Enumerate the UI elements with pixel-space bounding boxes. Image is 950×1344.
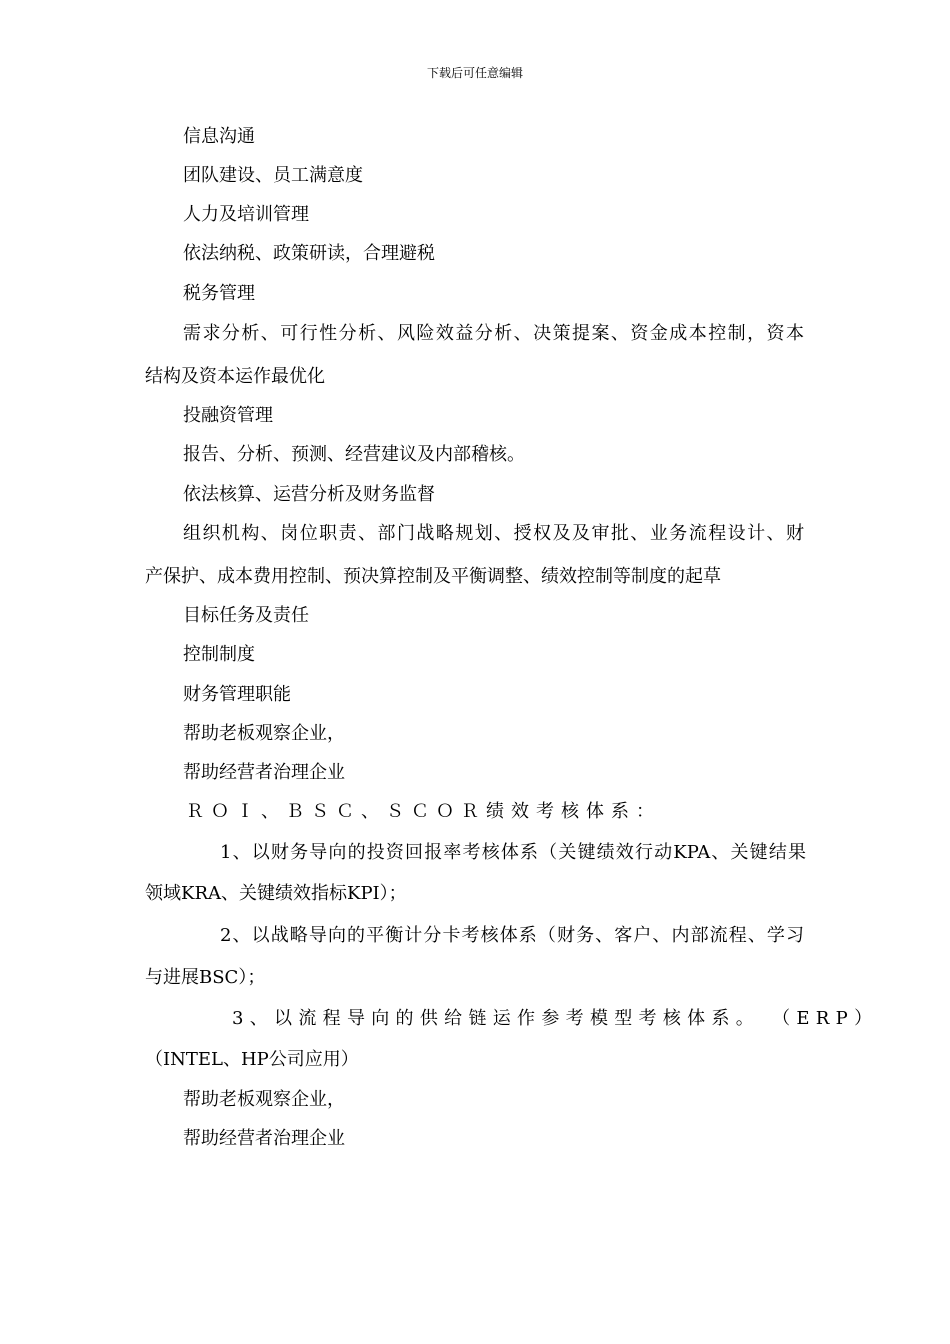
text-line: 目标任务及责任 — [183, 605, 309, 626]
text-line: 人力及培训管理 — [183, 204, 309, 225]
text-line: 依法纳税、政策研读，合理避税 — [183, 243, 435, 264]
text-line: 需求分析、可行性分析、风险效益分析、决策提案、资金成本控制，资本 — [183, 323, 804, 344]
text-line: （INTEL、HP公司应用） — [145, 1049, 359, 1070]
text-line: 组织机构、岗位职责、部门战略规划、授权及及审批、业务流程设计、财 — [183, 523, 804, 544]
text-line: 与进展BSC）； — [145, 967, 266, 988]
text-line: 2、以战略导向的平衡计分卡考核体系（财务、客户、内部流程、学习 — [220, 925, 804, 946]
text-line: ＲＯＩ、ＢＳＣ、ＳＣＯＲ绩效考核体系： — [186, 801, 661, 822]
text-line: 团队建设、员工满意度 — [183, 165, 363, 186]
text-line: 信息沟通 — [183, 126, 255, 147]
text-line: 控制制度 — [183, 644, 255, 665]
text-line: 产保护、成本费用控制、预决算控制及平衡调整、绩效控制等制度的起草 — [145, 566, 721, 587]
page-header: 下载后可任意编辑 — [426, 66, 523, 80]
text-line: 依法核算、运营分析及财务监督 — [183, 484, 435, 505]
text-line: 帮助经营者治理企业 — [183, 1128, 345, 1149]
text-line: 领域KRA、关键绩效指标KPI）； — [145, 883, 407, 904]
text-line: 帮助老板观察企业， — [183, 1089, 345, 1110]
text-line: 1、以财务导向的投资回报率考核体系（关键绩效行动KPA、关键结果 — [220, 842, 806, 863]
text-line: 报告、分析、预测、经营建议及内部稽核。 — [183, 444, 525, 465]
text-line: 税务管理 — [183, 283, 255, 304]
text-line: 财务管理职能 — [183, 684, 291, 705]
text-line: 投融资管理 — [183, 405, 273, 426]
text-line: 帮助老板观察企业， — [183, 723, 345, 744]
text-line: 帮助经营者治理企业 — [183, 762, 345, 783]
text-line: 3、以流程导向的供给链运作参考模型考核体系。 （ERP） — [232, 1008, 879, 1029]
text-line: 结构及资本运作最优化 — [145, 366, 325, 387]
